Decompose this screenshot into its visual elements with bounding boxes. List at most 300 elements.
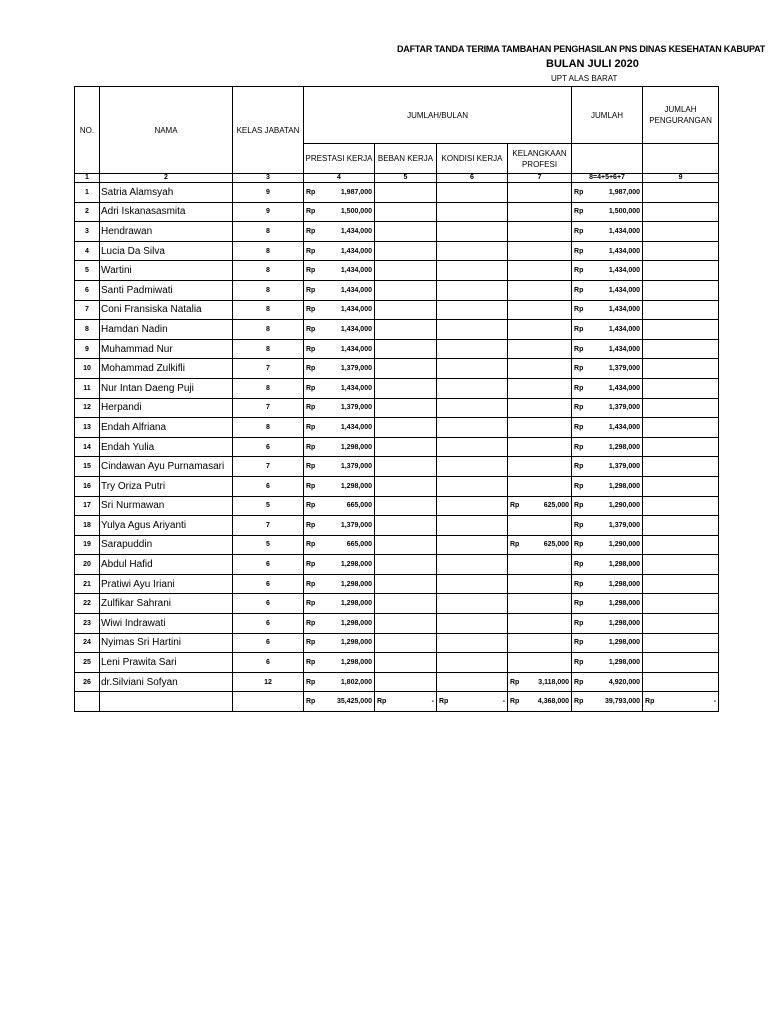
pengurangan-cell [643,594,719,614]
amount-value: 1,379,000 [608,404,641,412]
amount-value: 1,434,000 [608,325,641,333]
jumlah-cell [572,261,643,281]
kelas-jabatan: 8 [233,280,304,300]
currency-label: Rp [574,384,584,392]
currency-label: Rp [574,482,584,490]
prestasi-kerja-cell [304,476,375,496]
row-number: 26 [75,672,100,692]
table-row [75,594,719,614]
employee-name: Wiwi Indrawati [100,614,233,634]
prestasi-kerja-cell [304,359,375,379]
currency-label: Rp [306,561,316,569]
kondisi-kerja-cell [437,574,508,594]
total-kelangkaan [508,692,572,712]
document-month: BULAN JULI 2020 [546,58,639,70]
beban-kerja-cell [375,300,437,320]
prestasi-kerja-cell [304,457,375,477]
prestasi-kerja-cell [304,222,375,242]
pengurangan-cell [643,261,719,281]
amount-value: 1,379,000 [340,521,372,529]
currency-label: Rp [306,443,316,451]
kondisi-kerja-cell [437,339,508,359]
currency-label: Rp [510,678,520,686]
beban-kerja-cell [375,633,437,653]
kelangkaan-profesi-cell [508,653,572,673]
totals-blank [75,692,100,712]
beban-kerja-cell [375,496,437,516]
prestasi-kerja-cell [304,535,375,555]
jumlah-cell [572,280,643,300]
kelangkaan-profesi-cell [508,614,572,634]
prestasi-kerja-cell [304,555,375,575]
currency-label: Rp [574,541,584,549]
pengurangan-cell [643,535,719,555]
amount-value: 665,000 [346,541,372,549]
table-row [75,418,719,438]
col-header-kondisi: KONDISI KERJA [437,144,508,174]
jumlah-cell [572,320,643,340]
kelas-jabatan: 7 [233,359,304,379]
pengurangan-cell [643,300,719,320]
kelangkaan-profesi-cell [508,241,572,261]
table-row [75,183,719,203]
employee-name: Wartini [100,261,233,281]
prestasi-kerja-cell [304,202,375,222]
pengurangan-cell [643,222,719,242]
amount-value: 1,298,000 [340,561,372,569]
amount-value: 1,434,000 [608,267,641,275]
amount-value: 1,802,000 [340,678,372,686]
beban-kerja-cell [375,378,437,398]
currency-label: Rp [510,502,520,510]
currency-label: Rp [574,580,584,588]
employee-name: Leni Prawita Sari [100,653,233,673]
kelas-jabatan: 8 [233,261,304,281]
kelangkaan-profesi-cell [508,300,572,320]
row-number: 5 [75,261,100,281]
kondisi-kerja-cell [437,300,508,320]
amount-value: 1,434,000 [340,423,372,431]
prestasi-kerja-cell [304,574,375,594]
kelangkaan-profesi-cell [508,555,572,575]
table-row [75,378,719,398]
currency-label: Rp [306,286,316,294]
employee-name: Satria Alamsyah [100,183,233,203]
row-number: 8 [75,320,100,340]
jumlah-cell [572,594,643,614]
currency-label: Rp [306,384,316,392]
amount-value: 1,434,000 [608,384,641,392]
pengurangan-cell [643,476,719,496]
currency-label: Rp [574,502,584,510]
kelas-jabatan: 5 [233,496,304,516]
document-title: DAFTAR TANDA TERIMA TAMBAHAN PENGHASILAN PNS DINAS KESEHATAN KABUPAT [397,44,766,54]
kelas-jabatan: 8 [233,300,304,320]
amount-value: 1,434,000 [340,306,372,314]
col-header-jumlah: JUMLAH [572,87,643,144]
currency-label: Rp [306,404,316,412]
col-header-nama: NAMA [100,87,233,174]
row-number: 17 [75,496,100,516]
employee-name: Nyimas Sri Hartini [100,633,233,653]
col-number: 7 [508,174,572,183]
currency-label: Rp [574,188,584,196]
table-row [75,516,719,536]
currency-label: Rp [574,286,584,294]
jumlah-cell [572,222,643,242]
pengurangan-cell [643,418,719,438]
kelangkaan-profesi-cell [508,535,572,555]
currency-label: Rp [574,267,584,275]
currency-label: Rp [574,463,584,471]
amount-value: 1,500,000 [608,208,641,216]
row-number: 11 [75,378,100,398]
beban-kerja-cell [375,535,437,555]
table-row [75,476,719,496]
currency-label: Rp [574,306,584,314]
jumlah-cell [572,300,643,320]
amount-value: 625,000 [543,541,570,549]
amount-value: 1,298,000 [340,639,372,647]
currency-label: Rp [306,345,316,353]
kondisi-kerja-cell [437,594,508,614]
kondisi-kerja-cell [437,437,508,457]
amount-value: 1,298,000 [340,580,372,588]
beban-kerja-cell [375,222,437,242]
kelas-jabatan: 8 [233,378,304,398]
row-number: 23 [75,614,100,634]
currency-label: Rp [574,423,584,431]
kondisi-kerja-cell [437,555,508,575]
row-number: 2 [75,202,100,222]
currency-label: Rp [306,619,316,627]
kelangkaan-profesi-cell [508,280,572,300]
amount-value: 1,379,000 [608,365,641,373]
currency-label: Rp [306,541,316,549]
employee-name: Santi Padmiwati [100,280,233,300]
kondisi-kerja-cell [437,476,508,496]
beban-kerja-cell [375,653,437,673]
kelangkaan-profesi-cell [508,202,572,222]
amount-value: 1,298,000 [608,580,641,588]
totals-blank [233,692,304,712]
col-number: 4 [304,174,375,183]
amount-value: 35,425,000 [336,698,372,706]
employee-name: dr.Silviani Sofyan [100,672,233,692]
kelangkaan-profesi-cell [508,574,572,594]
kelangkaan-profesi-cell [508,339,572,359]
kondisi-kerja-cell [437,516,508,536]
jumlah-cell [572,633,643,653]
currency-label: Rp [306,463,316,471]
kelangkaan-profesi-cell [508,418,572,438]
amount-value: 1,298,000 [608,639,641,647]
pengurangan-cell [643,653,719,673]
jumlah-cell [572,339,643,359]
amount-value: - [431,698,434,706]
kelangkaan-profesi-cell [508,378,572,398]
kondisi-kerja-cell [437,398,508,418]
currency-label: Rp [306,678,316,686]
currency-label: Rp [306,502,316,510]
employee-name: Sarapuddin [100,535,233,555]
row-number: 12 [75,398,100,418]
kelas-jabatan: 8 [233,339,304,359]
row-number: 13 [75,418,100,438]
amount-value: 1,379,000 [340,365,372,373]
prestasi-kerja-cell [304,633,375,653]
kondisi-kerja-cell [437,202,508,222]
row-number: 18 [75,516,100,536]
jumlah-cell [572,574,643,594]
employee-name: Abdul Hafid [100,555,233,575]
beban-kerja-cell [375,437,437,457]
kelas-jabatan: 8 [233,222,304,242]
kelangkaan-profesi-cell [508,320,572,340]
kelas-jabatan: 6 [233,653,304,673]
pengurangan-cell [643,437,719,457]
col-header-kelangkaan: KELANGKAAN PROFESI [508,144,572,174]
currency-label: Rp [439,698,449,706]
total-kondisi [437,692,508,712]
pengurangan-cell [643,672,719,692]
col-number: 1 [75,174,100,183]
table-row [75,320,719,340]
amount-value: 1,298,000 [608,443,641,451]
beban-kerja-cell [375,418,437,438]
amount-value: 1,298,000 [340,619,372,627]
currency-label: Rp [306,306,316,314]
currency-label: Rp [574,659,584,667]
col-number: 5 [375,174,437,183]
currency-label: Rp [306,482,316,490]
beban-kerja-cell [375,280,437,300]
amount-value: 1,434,000 [340,227,372,235]
table-row [75,672,719,692]
kelangkaan-profesi-cell [508,222,572,242]
row-number: 24 [75,633,100,653]
jumlah-cell [572,653,643,673]
jumlah-cell [572,183,643,203]
total-jumlah [572,692,643,712]
currency-label: Rp [306,188,316,196]
amount-value: - [502,698,505,706]
beban-kerja-cell [375,516,437,536]
currency-label: Rp [574,227,584,235]
prestasi-kerja-cell [304,672,375,692]
amount-value: 1,434,000 [340,267,372,275]
row-number: 14 [75,437,100,457]
prestasi-kerja-cell [304,496,375,516]
col-number: 3 [233,174,304,183]
kelangkaan-profesi-cell [508,457,572,477]
currency-label: Rp [377,698,387,706]
prestasi-kerja-cell [304,183,375,203]
pengurangan-cell [643,457,719,477]
employee-name: Sri Nurmawan [100,496,233,516]
table-row [75,359,719,379]
employee-name: Herpandi [100,398,233,418]
kondisi-kerja-cell [437,280,508,300]
kondisi-kerja-cell [437,261,508,281]
header-row-1 [75,87,719,144]
kelas-jabatan: 9 [233,183,304,203]
jumlah-cell [572,476,643,496]
table-row [75,555,719,575]
currency-label: Rp [574,443,584,451]
pengurangan-cell [643,496,719,516]
currency-label: Rp [306,600,316,608]
amount-value: 1,434,000 [340,286,372,294]
kelas-jabatan: 6 [233,574,304,594]
currency-label: Rp [574,365,584,373]
kelas-jabatan: 8 [233,241,304,261]
kelas-jabatan: 7 [233,457,304,477]
row-number: 6 [75,280,100,300]
column-number-row [75,174,719,183]
currency-label: Rp [306,325,316,333]
table-row [75,614,719,634]
kelangkaan-profesi-cell [508,437,572,457]
kondisi-kerja-cell [437,653,508,673]
pengurangan-cell [643,378,719,398]
kelas-jabatan: 8 [233,320,304,340]
table-row [75,300,719,320]
jumlah-cell [572,202,643,222]
jumlah-cell [572,672,643,692]
row-number: 4 [75,241,100,261]
beban-kerja-cell [375,574,437,594]
jumlah-cell [572,437,643,457]
table-row [75,437,719,457]
employee-name: Lucia Da Silva [100,241,233,261]
amount-value: 1,987,000 [608,188,641,196]
prestasi-kerja-cell [304,241,375,261]
jumlah-cell [572,418,643,438]
totals-row [75,692,719,712]
currency-label: Rp [574,619,584,627]
amount-value: 1,298,000 [340,659,372,667]
row-number: 16 [75,476,100,496]
table-row [75,574,719,594]
kelas-jabatan: 7 [233,516,304,536]
kelas-jabatan: 6 [233,594,304,614]
pengurangan-cell [643,183,719,203]
table-row [75,222,719,242]
amount-value: 1,434,000 [340,345,372,353]
prestasi-kerja-cell [304,516,375,536]
kelangkaan-profesi-cell [508,633,572,653]
kelangkaan-profesi-cell [508,516,572,536]
jumlah-cell [572,555,643,575]
beban-kerja-cell [375,457,437,477]
amount-value: 4,920,000 [608,678,641,686]
amount-value: 1,379,000 [340,463,372,471]
amount-value: 1,298,000 [340,482,372,490]
kelangkaan-profesi-cell [508,496,572,516]
employee-name: Mohammad Zulkifli [100,359,233,379]
amount-value: 1,434,000 [340,247,372,255]
employee-name: Cindawan Ayu Purnamasari [100,457,233,477]
pengurangan-cell [643,516,719,536]
kelas-jabatan: 6 [233,476,304,496]
table-row [75,535,719,555]
kondisi-kerja-cell [437,359,508,379]
employee-name: Endah Yulia [100,437,233,457]
kondisi-kerja-cell [437,222,508,242]
kelas-jabatan: 8 [233,418,304,438]
currency-label: Rp [574,521,584,529]
amount-value: - [713,698,717,706]
col-header-jumlah-bulan: JUMLAH/BULAN [304,87,572,144]
table-row [75,261,719,281]
employee-name: Zulfikar Sahrani [100,594,233,614]
currency-label: Rp [645,698,655,706]
table-row [75,653,719,673]
amount-value: 1,434,000 [608,286,641,294]
amount-value: 665,000 [346,502,372,510]
amount-value: 1,290,000 [608,541,641,549]
col-header-no: NO. [75,87,100,174]
beban-kerja-cell [375,594,437,614]
total-pengurangan [643,692,719,712]
jumlah-cell [572,516,643,536]
col-number: 6 [437,174,508,183]
kondisi-kerja-cell [437,378,508,398]
beban-kerja-cell [375,261,437,281]
amount-value: 1,434,000 [608,423,641,431]
currency-label: Rp [574,600,584,608]
jumlah-cell [572,378,643,398]
kondisi-kerja-cell [437,418,508,438]
row-number: 7 [75,300,100,320]
row-number: 10 [75,359,100,379]
totals-blank [100,692,233,712]
table-row [75,633,719,653]
employee-name: Hendrawan [100,222,233,242]
pengurangan-cell [643,555,719,575]
pengurangan-cell [643,614,719,634]
beban-kerja-cell [375,339,437,359]
currency-label: Rp [510,698,520,706]
pengurangan-cell [643,202,719,222]
table-row [75,202,719,222]
row-number: 15 [75,457,100,477]
prestasi-kerja-cell [304,418,375,438]
kelas-jabatan: 6 [233,437,304,457]
currency-label: Rp [574,247,584,255]
amount-value: 4,368,000 [537,698,570,706]
kelas-jabatan: 6 [233,555,304,575]
kelangkaan-profesi-cell [508,359,572,379]
jumlah-cell [572,241,643,261]
col-number: 8=4+5+6+7 [572,174,643,183]
col-header-pengurangan: JUMLAH PENGURANGAN [643,87,719,144]
pengurangan-cell [643,359,719,379]
employee-name: Try Oriza Putri [100,476,233,496]
col-header-kelas: KELAS JABATAN [233,87,304,174]
currency-label: Rp [574,208,584,216]
amount-value: 1,434,000 [608,306,641,314]
row-number: 9 [75,339,100,359]
amount-value: 1,434,000 [340,325,372,333]
amount-value: 1,298,000 [608,659,641,667]
beban-kerja-cell [375,241,437,261]
payment-table [74,86,719,712]
pengurangan-cell [643,339,719,359]
employee-name: Muhammad Nur [100,339,233,359]
beban-kerja-cell [375,398,437,418]
